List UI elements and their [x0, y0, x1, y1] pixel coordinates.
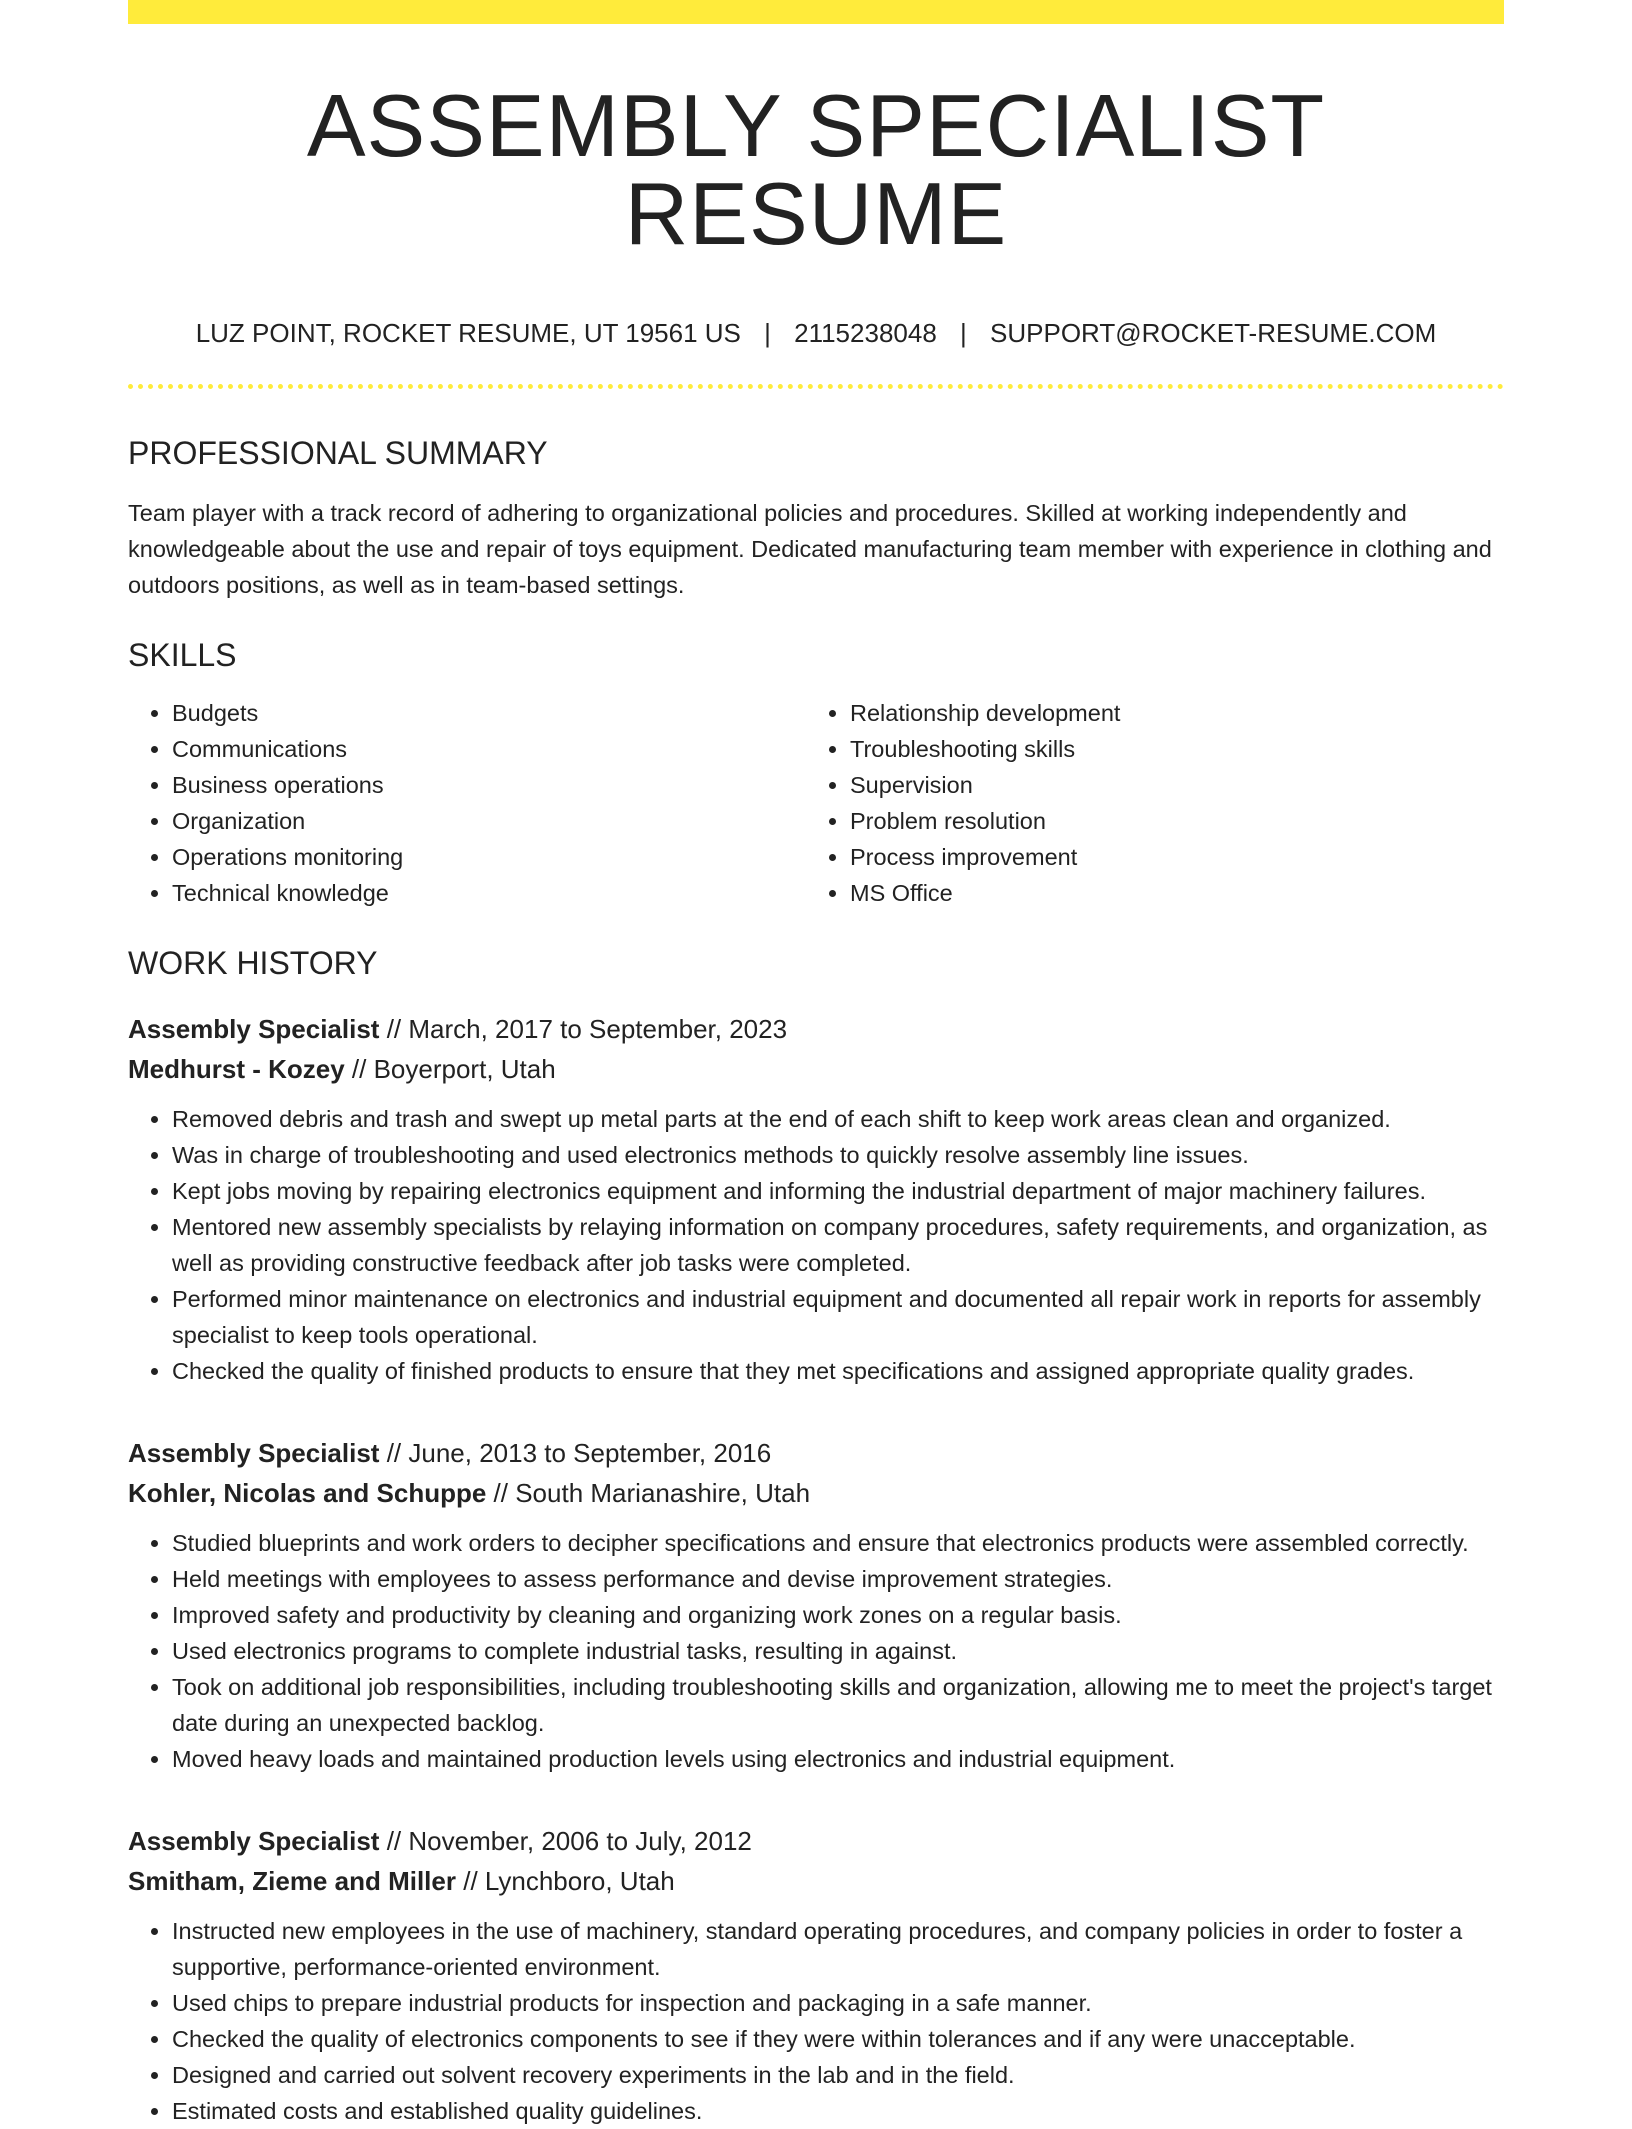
contact-separator: |: [960, 318, 967, 348]
skill-item: • Problem resolution: [850, 803, 1484, 839]
skill-item: • Organization: [172, 803, 806, 839]
job-bullet: • Studied blueprints and work orders to decipher specifications and ensure that electronics products were assembled correctly.: [172, 1525, 1504, 1561]
job-location: // Lynchboro, Utah: [463, 1866, 675, 1896]
skill-item: • Troubleshooting skills: [850, 731, 1484, 767]
job-title-line: [128, 1821, 1504, 1861]
job-bullet: • Removed debris and trash and swept up metal parts at the end of each shift to keep work areas clean and organized.: [172, 1101, 1504, 1137]
dotted-divider: [128, 384, 1504, 389]
job-bullet: • Mentored new assembly specialists by relaying information on company procedures, safety requirements, and organization, as well as providing constructive feedback after job tasks were completed.: [172, 1209, 1504, 1281]
job-bullet-list: [128, 1913, 1504, 2129]
job-title-line: [128, 1433, 1504, 1473]
job-bullet: • Moved heavy loads and maintained production levels using electronics and industrial equipment.: [172, 1741, 1504, 1777]
job-dates: // March, 2017 to September, 2023: [386, 1014, 788, 1044]
resume-page: [128, 0, 1504, 2129]
job-bullet: • Performed minor maintenance on electronics and industrial equipment and documented all repair work in reports for assembly specialist to keep tools operational.: [172, 1281, 1504, 1353]
job-company: Medhurst - Kozey: [128, 1054, 345, 1084]
job-company-line: [128, 1049, 1504, 1089]
job-bullet: • Took on additional job responsibilities, including troubleshooting skills and organization, allowing me to meet the project's target date during an unexpected backlog.: [172, 1669, 1504, 1741]
job-bullet-list: [128, 1525, 1504, 1777]
skills-column-left: [128, 695, 806, 911]
job-dates: // June, 2013 to September, 2016: [386, 1438, 772, 1468]
job-title: Assembly Specialist: [128, 1014, 380, 1044]
job-title: Assembly Specialist: [128, 1826, 380, 1856]
job-location: // Boyerport, Utah: [351, 1054, 556, 1084]
job-bullet-list: [128, 1101, 1504, 1389]
job-bullet: • Used electronics programs to complete industrial tasks, resulting in against.: [172, 1633, 1504, 1669]
job-entry: [128, 1821, 1504, 2129]
work-history-list: [128, 1009, 1504, 2129]
skill-item: • MS Office: [850, 875, 1484, 911]
job-company-line: [128, 1473, 1504, 1513]
job-bullet: • Improved safety and productivity by cleaning and organizing work zones on a regular basis.: [172, 1597, 1504, 1633]
job-company: Kohler, Nicolas and Schuppe: [128, 1478, 487, 1508]
work-history-heading: WORK HISTORY: [128, 945, 378, 981]
skill-item: • Technical knowledge: [172, 875, 806, 911]
skill-item: • Supervision: [850, 767, 1484, 803]
job-bullet: • Estimated costs and established quality guidelines.: [172, 2093, 1504, 2129]
resume-title: ASSEMBLY SPECIALIST RESUME: [306, 76, 1326, 263]
skill-item: • Business operations: [172, 767, 806, 803]
job-bullet: • Checked the quality of finished products to ensure that they met specifications and assigned appropriate quality grades.: [172, 1353, 1504, 1389]
skills-heading: SKILLS: [128, 637, 237, 673]
job-bullet: • Used chips to prepare industrial products for inspection and packaging in a safe manner.: [172, 1985, 1504, 2021]
skill-item: • Operations monitoring: [172, 839, 806, 875]
contact-line: [128, 320, 1504, 346]
job-bullet: • Held meetings with employees to assess performance and devise improvement strategies.: [172, 1561, 1504, 1597]
job-dates: // November, 2006 to July, 2012: [386, 1826, 752, 1856]
job-company: Smitham, Zieme and Miller: [128, 1866, 456, 1896]
job-location: // South Marianashire, Utah: [493, 1478, 811, 1508]
skill-item: • Budgets: [172, 695, 806, 731]
job-bullet: • Was in charge of troubleshooting and used electronics methods to quickly resolve assembly line issues.: [172, 1137, 1504, 1173]
contact-email: SUPPORT@ROCKET-RESUME.COM: [990, 318, 1437, 348]
contact-phone: 2115238048: [794, 318, 937, 348]
job-bullet: • Instructed new employees in the use of machinery, standard operating procedures, and company policies in order to foster a supportive, performance-oriented environment.: [172, 1913, 1504, 1985]
summary-text: Team player with a track record of adhering to organizational policies and procedures. Skilled at working independently and knowledgeable about the use and repair of toys equipment. Dedicated manufacturing team member with experience in clothing and outdoors positions, as well as in team-based settings.: [128, 500, 1492, 598]
job-title: Assembly Specialist: [128, 1438, 380, 1468]
skill-item: • Communications: [172, 731, 806, 767]
job-bullet: • Kept jobs moving by repairing electronics equipment and informing the industrial department of major machinery failures.: [172, 1173, 1504, 1209]
skills-column-right: [806, 695, 1484, 911]
job-bullet: • Checked the quality of electronics components to see if they were within tolerances and if any were unacceptable.: [172, 2021, 1504, 2057]
job-entry: [128, 1433, 1504, 1777]
job-title-line: [128, 1009, 1504, 1049]
summary-heading: PROFESSIONAL SUMMARY: [128, 435, 548, 471]
skill-item: • Relationship development: [850, 695, 1484, 731]
skill-item: • Process improvement: [850, 839, 1484, 875]
skills-grid: [128, 695, 1504, 911]
contact-address: LUZ POINT, ROCKET RESUME, UT 19561 US: [195, 318, 741, 348]
top-accent-bar: [128, 0, 1504, 24]
job-bullet: • Designed and carried out solvent recovery experiments in the lab and in the field.: [172, 2057, 1504, 2093]
job-company-line: [128, 1861, 1504, 1901]
contact-separator: |: [764, 318, 771, 348]
job-entry: [128, 1009, 1504, 1389]
